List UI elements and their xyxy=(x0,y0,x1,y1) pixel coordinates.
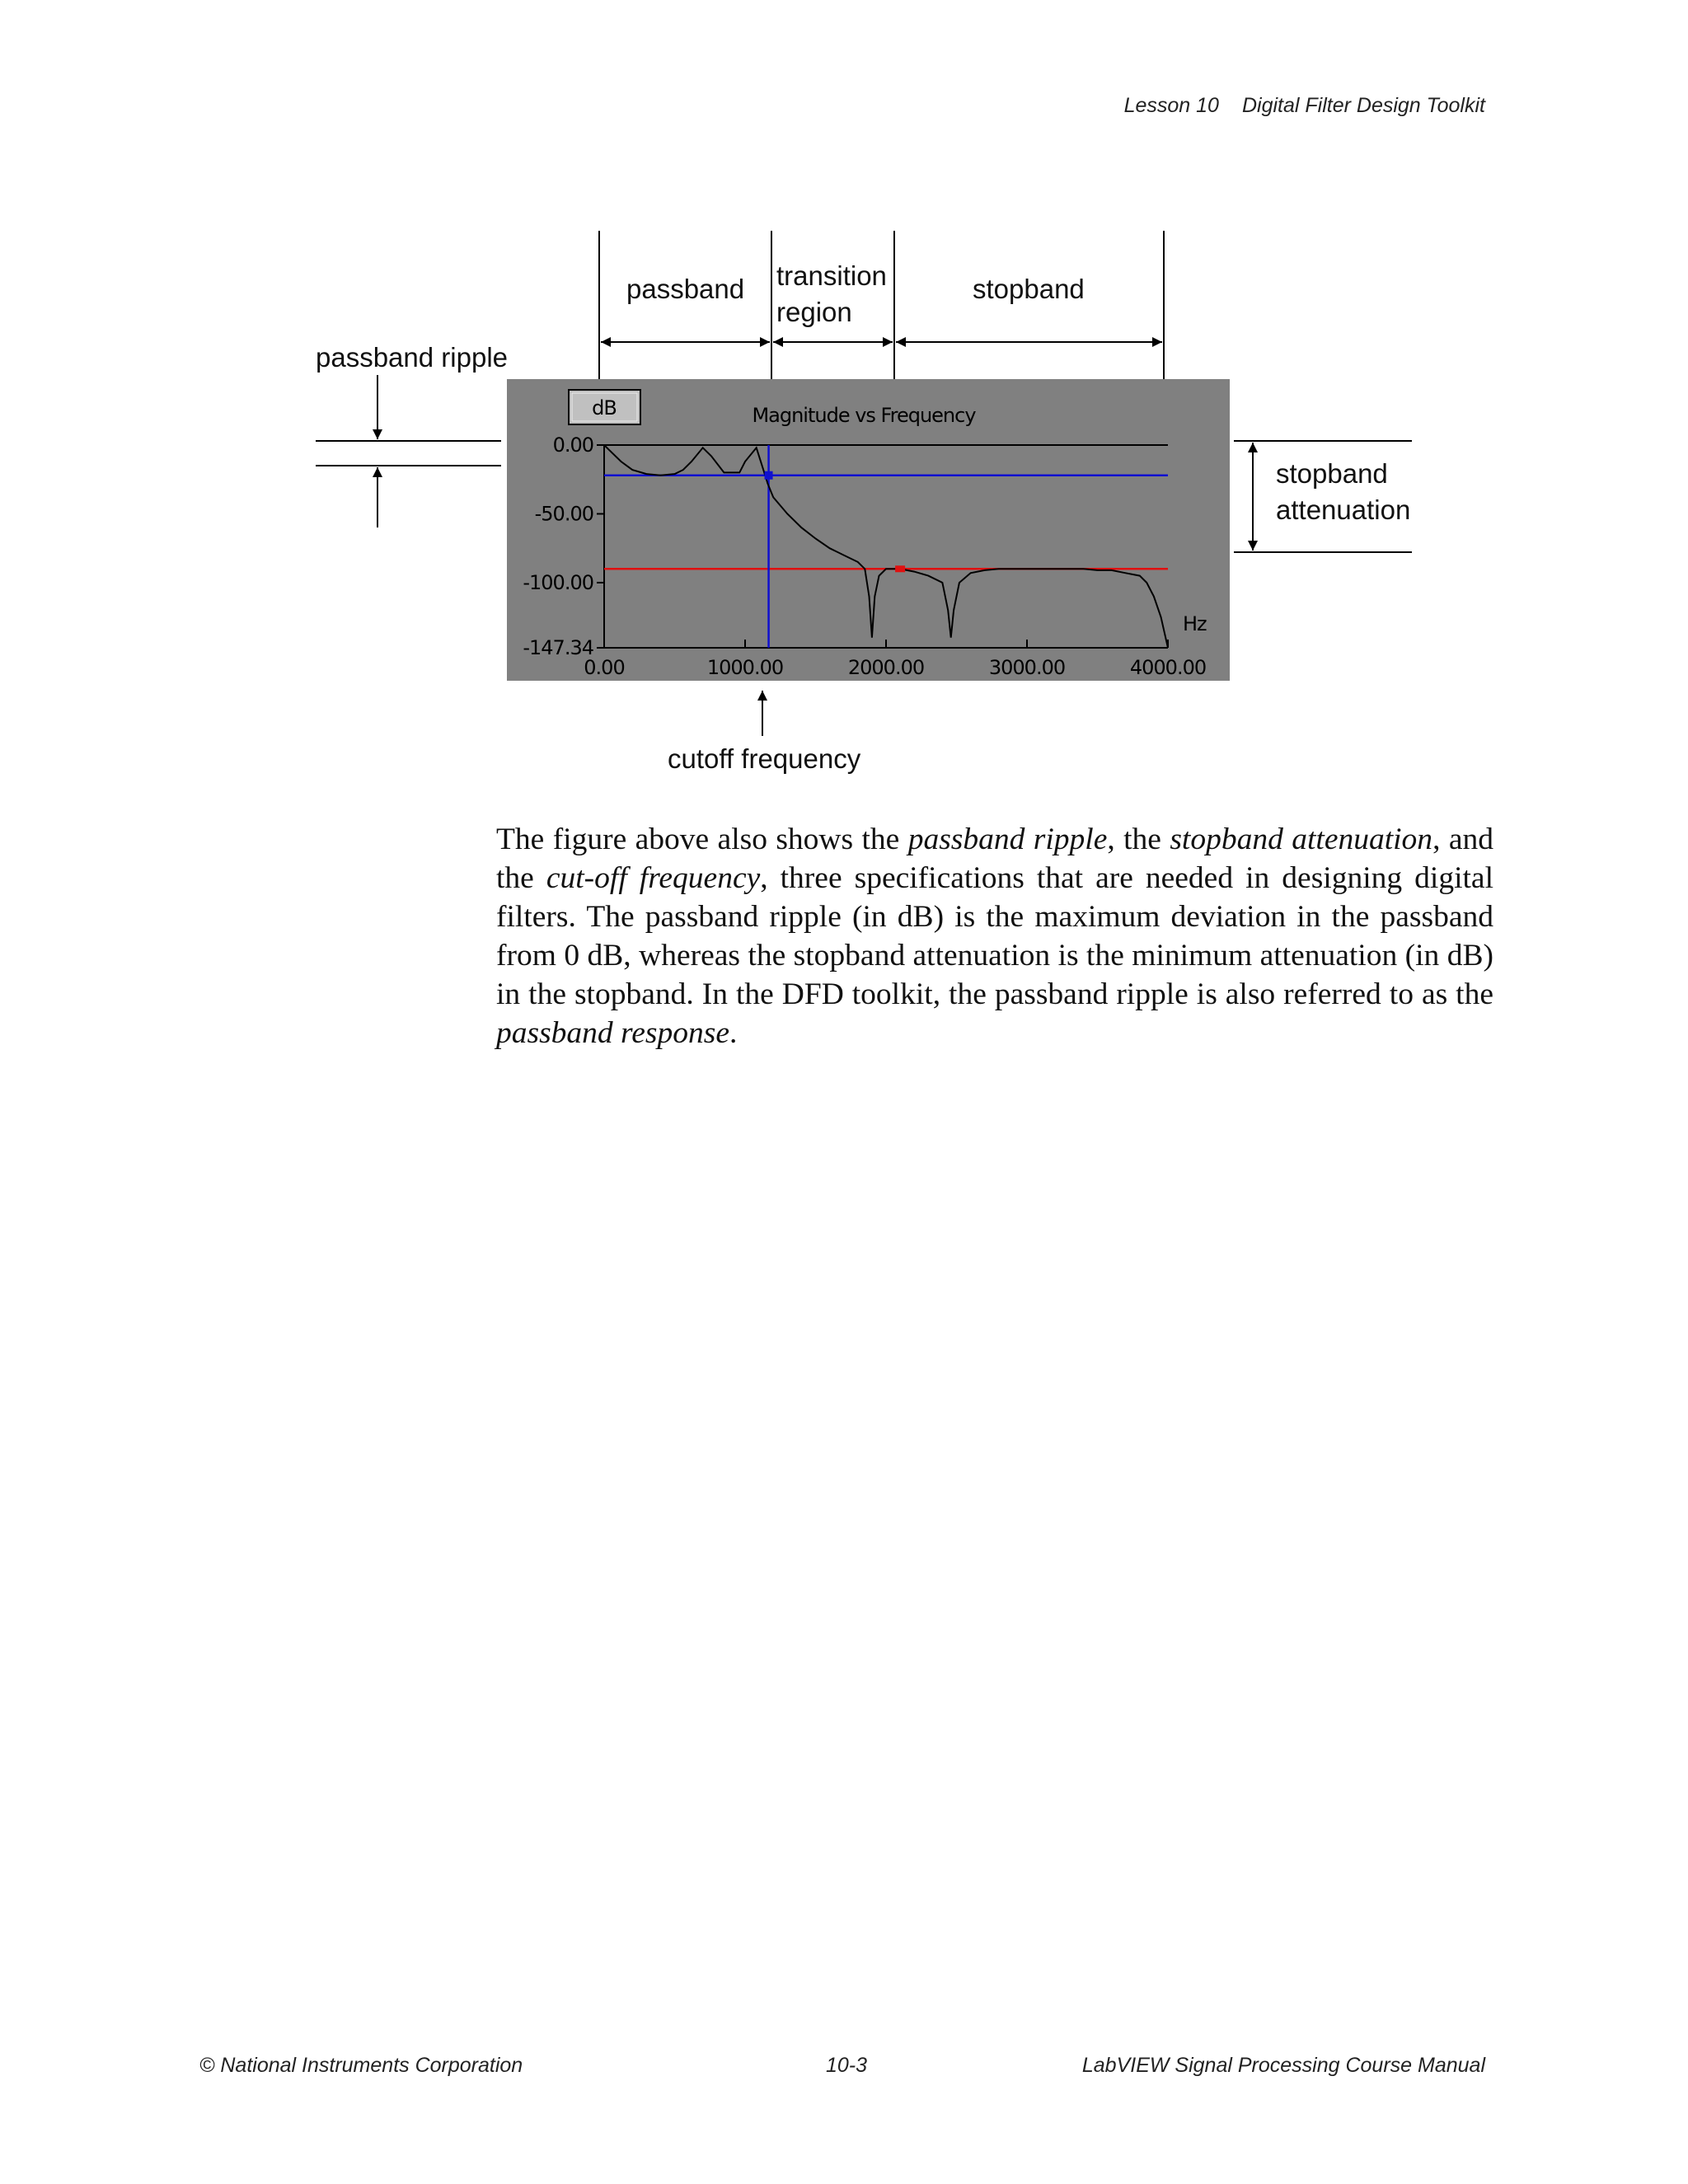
region-boundaries xyxy=(599,231,1164,379)
y-tick-label: -147.34 xyxy=(523,636,593,659)
term-passband-ripple: passband ripple xyxy=(907,823,1108,856)
footer-page-number: 10-3 xyxy=(826,2054,868,2077)
cutoff-frequency-label: cutoff frequency xyxy=(668,743,861,774)
header-title: Digital Filter Design Toolkit xyxy=(1241,94,1485,117)
body-paragraph: The figure above also shows the passband ripple, the stopband attenuation, and the cut-off frequency, three specifications that are needed in designing digital filters. The passband ripple (in dB) is the maximum deviation in the passband from 0 dB, whereas the stopband attenuation is the minimum attenuation (in dB) in the stopband. In the DFD toolkit, the passband ripple is also referred to as the passband response. xyxy=(496,823,1493,1050)
x-tick-label: 2000.00 xyxy=(847,656,925,679)
stopband-label: stopband xyxy=(973,274,1085,304)
x-tick-label: 1000.00 xyxy=(706,656,784,679)
term-passband-response: passband response xyxy=(496,1016,729,1050)
header-lesson: Lesson 10 xyxy=(1123,94,1219,117)
y-tick-label: -100.00 xyxy=(523,570,593,594)
stopband-attenuation-label-line1: stopband xyxy=(1276,458,1388,489)
footer-copyright: © National Instruments Corporation xyxy=(199,2054,523,2077)
x-tick-label: 3000.00 xyxy=(988,656,1066,679)
x-tick-label: 4000.00 xyxy=(1129,656,1207,679)
y-tick-label: 0.00 xyxy=(552,434,593,457)
passband-ripple-indicator xyxy=(316,375,501,527)
x-tick-label: 0.00 xyxy=(584,656,625,679)
term-stopband-attenuation: stopband attenuation xyxy=(1170,823,1433,856)
transition-label-line2: region xyxy=(776,297,852,327)
term-cutoff-frequency: cut-off frequency xyxy=(546,861,761,895)
y-tick-label: -50.00 xyxy=(534,502,593,526)
stopband-cursor-handle[interactable] xyxy=(895,565,905,572)
stopband-attenuation-label-line2: attenuation xyxy=(1276,494,1411,525)
passband-label: passband xyxy=(626,274,745,304)
transition-label-line1: transition xyxy=(776,260,887,291)
passband-ripple-label: passband ripple xyxy=(316,342,508,373)
footer-manual-title: LabVIEW Signal Processing Course Manual xyxy=(1081,2054,1485,2077)
magnitude-graph xyxy=(507,379,1230,681)
db-unit-label: dB xyxy=(592,396,617,419)
x-unit-label: Hz xyxy=(1183,612,1207,635)
filter-response-figure xyxy=(0,0,1688,824)
graph-title: Magnitude vs Frequency xyxy=(752,404,976,427)
passband-cursor-handle[interactable] xyxy=(765,471,773,480)
